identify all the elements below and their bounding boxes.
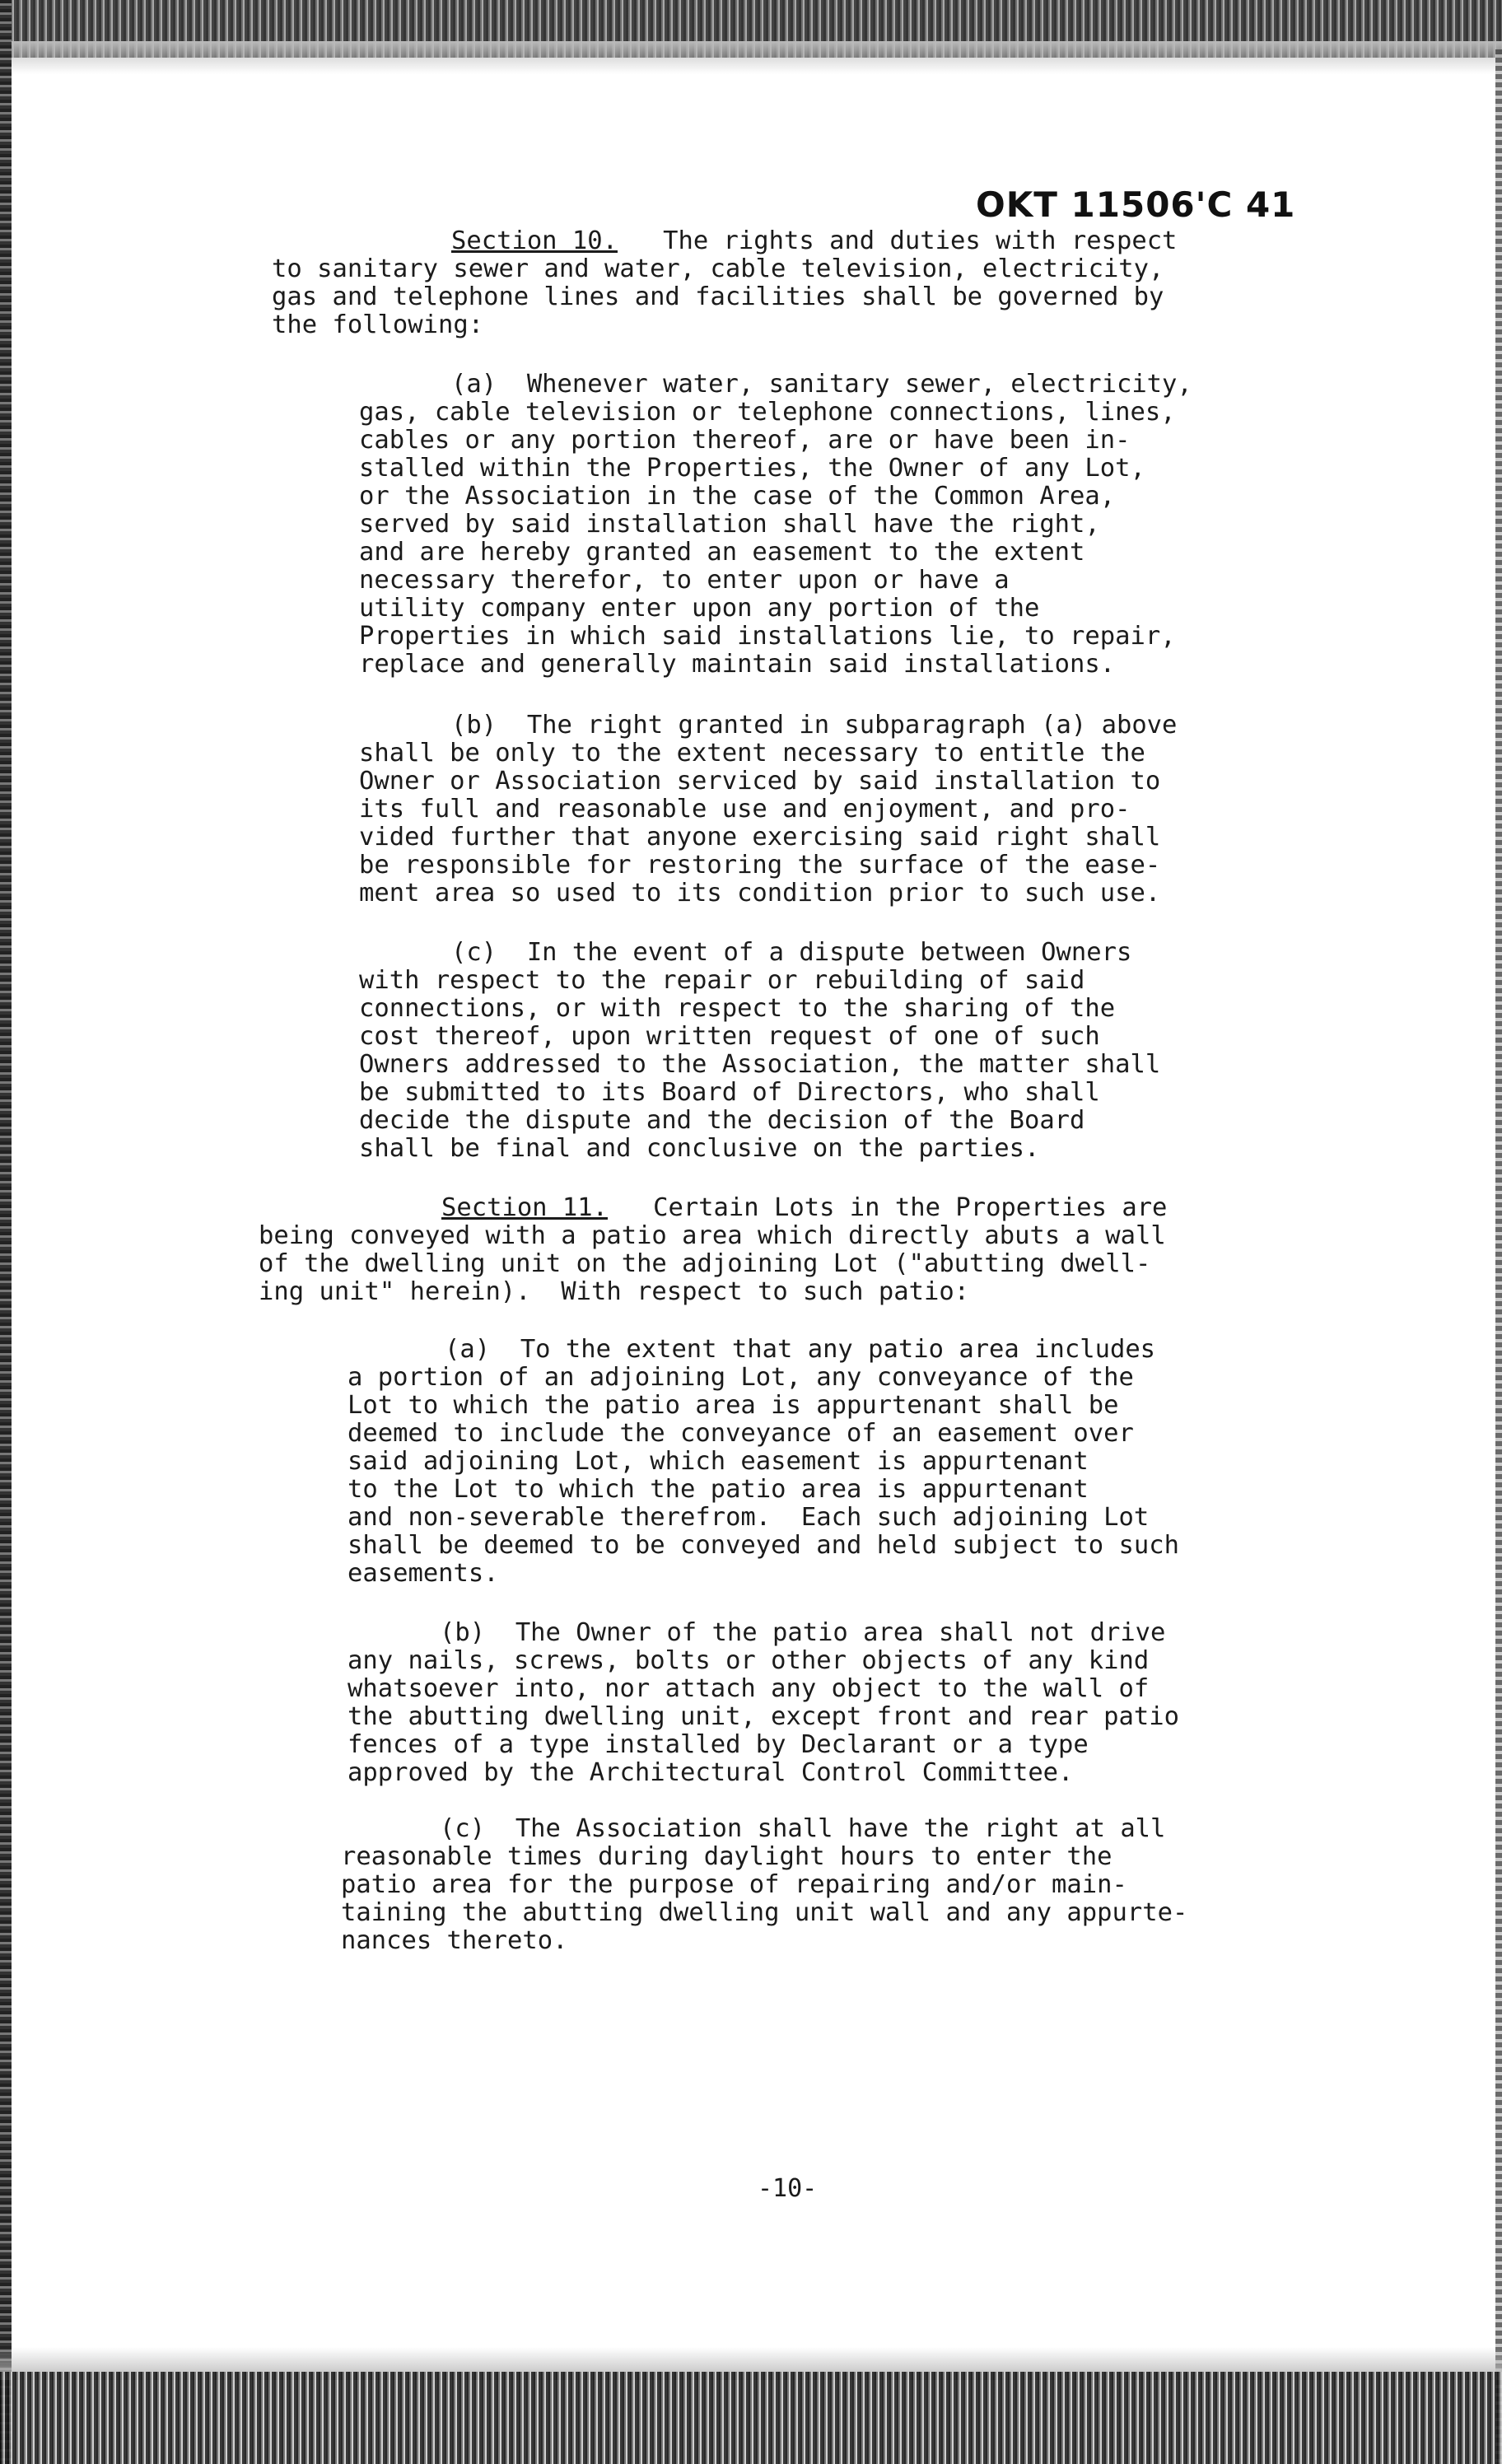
section-11-a-line: deemed to include the conveyance of an easement over bbox=[348, 1419, 1134, 1448]
section-10-c-line: cost thereof, upon written request of one of such bbox=[359, 1022, 1100, 1051]
section-10-a-line: necessary therefor, to enter upon or have a bbox=[359, 566, 1010, 595]
section-11-heading: Section 11. bbox=[441, 1193, 608, 1222]
section-11-c-line: nances thereto. bbox=[341, 1926, 568, 1955]
section-11-b-line: fences of a type installed by Declarant or a type bbox=[348, 1730, 1089, 1759]
section-11-a-line: and non-severable therefrom. Each such adjoining Lot bbox=[348, 1503, 1150, 1532]
section-11-a-line: said adjoining Lot, which easement is appurtenant bbox=[348, 1447, 1089, 1476]
page-number: -10- bbox=[758, 2174, 818, 2203]
section-11-c-line: taining the abutting dwelling unit wall and any appurte- bbox=[341, 1898, 1188, 1927]
section-10-a-line: and are hereby granted an easement to the extent bbox=[359, 538, 1085, 567]
section-11-a-line: Lot to which the patio area is appurtenant shall be bbox=[348, 1391, 1119, 1420]
section-10-intro-line: gas and telephone lines and facilities shall be governed by bbox=[272, 282, 1164, 311]
section-11-c-line: (c) The Association shall have the right at all bbox=[440, 1814, 1166, 1843]
section-10-intro-line: to sanitary sewer and water, cable television, electricity, bbox=[272, 254, 1164, 283]
section-11-a-line: a portion of an adjoining Lot, any conveyance of the bbox=[348, 1363, 1134, 1392]
section-10-a-line: cables or any portion thereof, are or have been in- bbox=[359, 426, 1131, 455]
section-11-a-line: easements. bbox=[348, 1559, 499, 1588]
section-11-a-line: to the Lot to which the patio area is appurtenant bbox=[348, 1475, 1089, 1504]
section-10-c-line: connections, or with respect to the sharing of the bbox=[359, 994, 1116, 1023]
section-11-b-line: (b) The Owner of the patio area shall not drive bbox=[440, 1618, 1166, 1647]
section-11-heading-line bbox=[441, 1194, 1167, 1222]
scan-edge-bottom bbox=[0, 2372, 1502, 2464]
section-11-b-line: the abutting dwelling unit, except front and rear patio bbox=[348, 1702, 1179, 1731]
section-10-a-line: gas, cable television or telephone connections, lines, bbox=[359, 398, 1176, 427]
section-10-a-line: (a) Whenever water, sanitary sewer, electricity, bbox=[451, 370, 1192, 399]
section-11-intro-line: being conveyed with a patio area which directly abuts a wall bbox=[259, 1221, 1166, 1250]
section-10-c-line: with respect to the repair or rebuilding of said bbox=[359, 966, 1085, 995]
section-10-a-line: served by said installation shall have the right, bbox=[359, 510, 1100, 539]
section-11-c-line: reasonable times during daylight hours to enter the bbox=[341, 1842, 1113, 1871]
section-11-intro-first: Certain Lots in the Properties are bbox=[653, 1193, 1168, 1222]
section-10-c-line: shall be final and conclusive on the parties. bbox=[359, 1134, 1040, 1163]
section-10-c-line: be submitted to its Board of Directors, who shall bbox=[359, 1078, 1100, 1107]
section-10-heading: Section 10. bbox=[451, 226, 618, 255]
section-11-a-line: (a) To the extent that any patio area includes bbox=[445, 1335, 1156, 1364]
section-10-b-line: shall be only to the extent necessary to entitle the bbox=[359, 739, 1145, 768]
scan-edge-left bbox=[0, 0, 12, 2464]
scan-shadow-top bbox=[0, 41, 1502, 74]
section-11-b-line: whatsoever into, nor attach any object to the wall of bbox=[348, 1674, 1150, 1703]
section-11-intro-line: of the dwelling unit on the adjoining Lot ("abutting dwell- bbox=[259, 1249, 1151, 1278]
scan-edge-right bbox=[1495, 49, 1502, 2464]
section-10-b-line: Owner or Association serviced by said installation to bbox=[359, 767, 1161, 796]
section-11-a-line: shall be deemed to be conveyed and held subject to such bbox=[348, 1531, 1179, 1560]
recording-stamp: OKT 11506'C 41 bbox=[976, 184, 1296, 225]
section-10-b-line: be responsible for restoring the surface of the ease- bbox=[359, 851, 1161, 880]
section-10-b-line: (b) The right granted in subparagraph (a) above bbox=[451, 711, 1178, 740]
section-11-b-line: approved by the Architectural Control Committee. bbox=[348, 1758, 1074, 1787]
section-10-intro-first: The rights and duties with respect bbox=[663, 226, 1178, 255]
section-10-a-line: stalled within the Properties, the Owner of any Lot, bbox=[359, 454, 1145, 483]
section-10-heading-line bbox=[451, 227, 1177, 255]
section-10-c-line: Owners addressed to the Association, the matter shall bbox=[359, 1050, 1161, 1079]
section-10-b-line: ment area so used to its condition prior to such use. bbox=[359, 879, 1161, 908]
section-11-c-line: patio area for the purpose of repairing and/or main- bbox=[341, 1870, 1127, 1899]
section-10-c-line: (c) In the event of a dispute between Owners bbox=[451, 938, 1132, 967]
section-10-a-line: replace and generally maintain said installations. bbox=[359, 650, 1116, 679]
section-10-a-line: or the Association in the case of the Common Area, bbox=[359, 482, 1116, 511]
section-10-intro-line: the following: bbox=[272, 310, 484, 339]
section-11-b-line: any nails, screws, bolts or other objects of any kind bbox=[348, 1646, 1150, 1675]
section-10-b-line: vided further that anyone exercising said right shall bbox=[359, 823, 1161, 852]
section-11-intro-line: ing unit" herein). With respect to such patio: bbox=[259, 1277, 970, 1306]
section-10-b-line: its full and reasonable use and enjoyment, and pro- bbox=[359, 795, 1131, 824]
section-10-a-line: utility company enter upon any portion of the bbox=[359, 594, 1040, 623]
section-10-c-line: decide the dispute and the decision of the Board bbox=[359, 1106, 1085, 1135]
section-10-a-line: Properties in which said installations lie, to repair, bbox=[359, 622, 1176, 651]
